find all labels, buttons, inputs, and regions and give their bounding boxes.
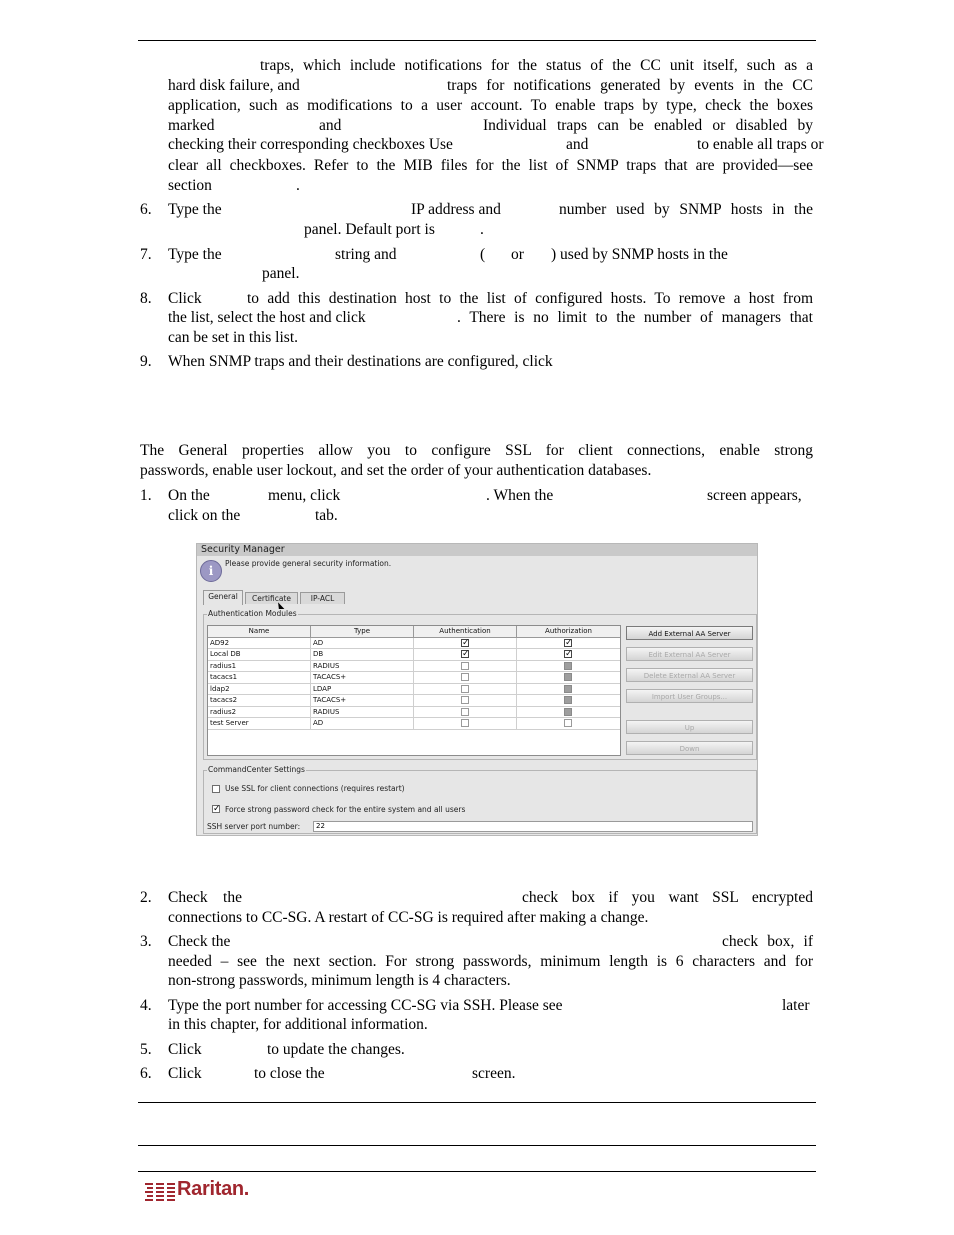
column-header[interactable]: Type	[311, 626, 414, 637]
step-number: 4.	[140, 997, 152, 1014]
body-text: or	[511, 246, 524, 263]
body-text: (	[480, 246, 486, 263]
up-button[interactable]: Up	[626, 720, 753, 734]
body-text: click on the	[168, 507, 241, 524]
down-button[interactable]: Down	[626, 741, 753, 755]
body-text: .	[296, 177, 300, 194]
footer-rule	[138, 1171, 816, 1172]
body-text: traps for notifications generated by events in the CC	[447, 77, 813, 94]
authorization-checkbox[interactable]	[564, 673, 572, 681]
body-text: number used by SNMP hosts in the	[559, 201, 813, 218]
window-title: Security Manager	[197, 544, 758, 556]
cell-name: AD92	[208, 638, 311, 649]
step-number: 1.	[140, 487, 152, 504]
body-text: check box if you want SSL encrypted	[522, 889, 813, 906]
cell-authentication	[414, 718, 517, 729]
ssl-checkbox[interactable]	[212, 785, 220, 793]
body-text: and	[319, 117, 342, 134]
step-number: 5.	[140, 1041, 152, 1058]
body-text: to close the	[254, 1065, 325, 1082]
table-row[interactable]	[208, 672, 620, 684]
footer-rule	[138, 1145, 816, 1146]
group-label: CommandCenter Settings	[208, 765, 305, 774]
authentication-checkbox[interactable]	[461, 673, 469, 681]
import-user-groups-button[interactable]: Import User Groups...	[626, 689, 753, 703]
body-text: screen appears,	[707, 487, 802, 504]
step-number: 9.	[140, 353, 152, 370]
step-number: 6.	[140, 201, 152, 218]
cell-name: tacacs1	[208, 672, 311, 683]
body-text: to enable all traps or	[697, 136, 824, 153]
group-label: Authentication Modules	[208, 609, 297, 618]
body-text: the list, select the host and click	[168, 309, 366, 326]
authentication-checkbox[interactable]	[461, 685, 469, 693]
body-text: later	[782, 997, 810, 1014]
body-text: checking their corresponding checkboxes Use	[168, 136, 453, 153]
authentication-checkbox[interactable]	[461, 719, 469, 727]
tab-general[interactable]: General	[203, 590, 243, 605]
cell-authentication	[414, 695, 517, 706]
ssh-port-label: SSH server port number:	[207, 822, 301, 831]
authorization-checkbox[interactable]	[564, 708, 572, 716]
table-row[interactable]	[208, 718, 620, 730]
body-text: Type the	[168, 246, 222, 263]
prompt-text: Please provide general security information.	[225, 559, 392, 568]
column-header[interactable]: Authentication	[414, 626, 517, 637]
auth-modules-table	[207, 625, 621, 756]
body-text: Check the	[168, 889, 242, 906]
authentication-checkbox[interactable]	[461, 662, 469, 670]
tab-ip-acl[interactable]: IP-ACL	[300, 592, 345, 604]
body-text: ) used by SNMP hosts in the	[551, 246, 728, 263]
cell-name: ldap2	[208, 684, 311, 695]
cell-authentication	[414, 649, 517, 660]
authorization-checkbox[interactable]	[564, 719, 572, 727]
cell-authorization	[517, 718, 620, 729]
delete-external-aa-server-button[interactable]: Delete External AA Server	[626, 668, 753, 682]
cell-authorization	[517, 684, 620, 695]
cell-type: LDAP	[311, 684, 414, 695]
body-text: traps, which include notifications for the status of the CC unit itself, such as a	[260, 57, 813, 74]
body-text: needed – see the next section. For strong passwords, minimum length is 6 characters and for	[168, 953, 813, 970]
table-row[interactable]	[208, 661, 620, 673]
body-text: .	[480, 221, 484, 238]
body-text: When SNMP traps and their destinations are configured, click	[168, 353, 553, 370]
body-text: screen.	[472, 1065, 516, 1082]
cell-authentication	[414, 661, 517, 672]
cell-type: DB	[311, 649, 414, 660]
body-text: panel.	[262, 265, 300, 282]
body-text: marked	[168, 117, 215, 134]
cell-name: radius1	[208, 661, 311, 672]
cell-authorization	[517, 707, 620, 718]
strong-password-checkbox[interactable]: ✓	[213, 804, 221, 814]
cell-name: tacacs2	[208, 695, 311, 706]
step-number: 2.	[140, 889, 152, 906]
body-text: IP address and	[411, 201, 501, 218]
body-text: Type the	[168, 201, 222, 218]
table-row[interactable]	[208, 649, 620, 661]
body-text: Individual traps can be enabled or disabled by	[483, 117, 813, 134]
body-text: Click	[168, 1065, 202, 1082]
body-text: Click	[168, 1041, 202, 1058]
step-number: 6.	[140, 1065, 152, 1082]
cell-name: test Server	[208, 718, 311, 729]
column-header[interactable]: Authorization	[517, 626, 620, 637]
body-text: tab.	[315, 507, 338, 524]
authentication-checkbox[interactable]: ✓	[462, 637, 470, 648]
body-text: hard disk failure, and	[168, 77, 300, 94]
body-text: Type the port number for accessing CC-SG via SSH. Please see	[168, 997, 563, 1014]
cell-name: radius2	[208, 707, 311, 718]
body-text: can be set in this list.	[168, 329, 299, 346]
column-header[interactable]: Name	[208, 626, 311, 637]
authentication-checkbox[interactable]	[461, 696, 469, 704]
cell-type: TACACS+	[311, 672, 414, 683]
cell-authorization	[517, 661, 620, 672]
body-text: string and	[335, 246, 397, 263]
body-text: . When the	[486, 487, 554, 504]
body-text: menu, click	[268, 487, 341, 504]
body-text: On the	[168, 487, 210, 504]
body-text: to add this destination host to the list of configured hosts. To remove a host from	[247, 290, 813, 307]
cell-type: AD	[311, 718, 414, 729]
authentication-checkbox[interactable]	[461, 708, 469, 716]
body-text: passwords, enable user lockout, and set the order of your authentication databases.	[140, 462, 652, 479]
body-text: application, such as modifications to a user account. To enable traps by type, check the boxes	[168, 97, 813, 114]
authorization-checkbox[interactable]: ✓	[565, 649, 573, 659]
cell-type: RADIUS	[311, 707, 414, 718]
tab-certificate[interactable]: Certificate	[245, 592, 298, 604]
footer-rule	[138, 1102, 816, 1103]
table-row[interactable]	[208, 638, 620, 650]
cell-authorization	[517, 695, 620, 706]
cell-authentication	[414, 638, 517, 649]
body-text: section	[168, 177, 212, 194]
cell-authentication	[414, 707, 517, 718]
body-text: in this chapter, for additional information.	[168, 1016, 428, 1033]
body-text: Check the	[168, 933, 231, 950]
strong-password-label: Force strong password check for the entire system and all users	[225, 805, 466, 814]
body-text: The General properties allow you to configure SSL for client connections, enable strong	[140, 442, 813, 459]
cell-type: TACACS+	[311, 695, 414, 706]
cell-name: Local DB	[208, 649, 311, 660]
ssh-port-input[interactable]: 22	[313, 821, 753, 832]
cell-authentication	[414, 684, 517, 695]
cell-authorization	[517, 649, 620, 660]
table-row[interactable]	[208, 684, 620, 696]
authorization-checkbox[interactable]	[564, 662, 572, 670]
authentication-checkbox[interactable]: ✓	[462, 649, 470, 659]
cell-type: AD	[311, 638, 414, 649]
header-rule	[138, 40, 816, 41]
body-text: panel. Default port is	[304, 221, 435, 238]
add-external-aa-server-button[interactable]: Add External AA Server	[626, 626, 753, 640]
table-row[interactable]	[208, 695, 620, 707]
body-text: . There is no limit to the number of managers that	[457, 309, 813, 326]
body-text: to update the changes.	[267, 1041, 405, 1058]
ssl-checkbox-label: Use SSL for client connections (requires restart)	[225, 784, 405, 793]
cell-authorization	[517, 672, 620, 683]
body-text: Click	[168, 290, 202, 307]
security-manager-screenshot	[196, 543, 758, 836]
cell-authorization	[517, 638, 620, 649]
raritan-logo-text: Raritan.	[177, 1178, 250, 1200]
step-number: 7.	[140, 246, 152, 263]
body-text: clear all checkboxes. Refer to the MIB files for the list of SNMP traps that are provided—see	[168, 157, 813, 174]
table-row[interactable]	[208, 707, 620, 719]
body-text: and	[566, 136, 589, 153]
cell-type: RADIUS	[311, 661, 414, 672]
body-text: non-strong passwords, minimum length is 4 characters.	[168, 972, 511, 989]
info-icon: i	[200, 560, 222, 582]
authorization-checkbox[interactable]: ✓	[565, 637, 573, 648]
step-number: 8.	[140, 290, 152, 307]
authorization-checkbox[interactable]	[564, 685, 572, 693]
step-number: 3.	[140, 933, 152, 950]
authorization-checkbox[interactable]	[564, 696, 572, 704]
body-text: connections to CC-SG. A restart of CC-SG is required after making a change.	[168, 909, 649, 926]
edit-external-aa-server-button[interactable]: Edit External AA Server	[626, 647, 753, 661]
cell-authentication	[414, 672, 517, 683]
table-header	[208, 626, 620, 638]
body-text: check box, if	[722, 933, 813, 950]
